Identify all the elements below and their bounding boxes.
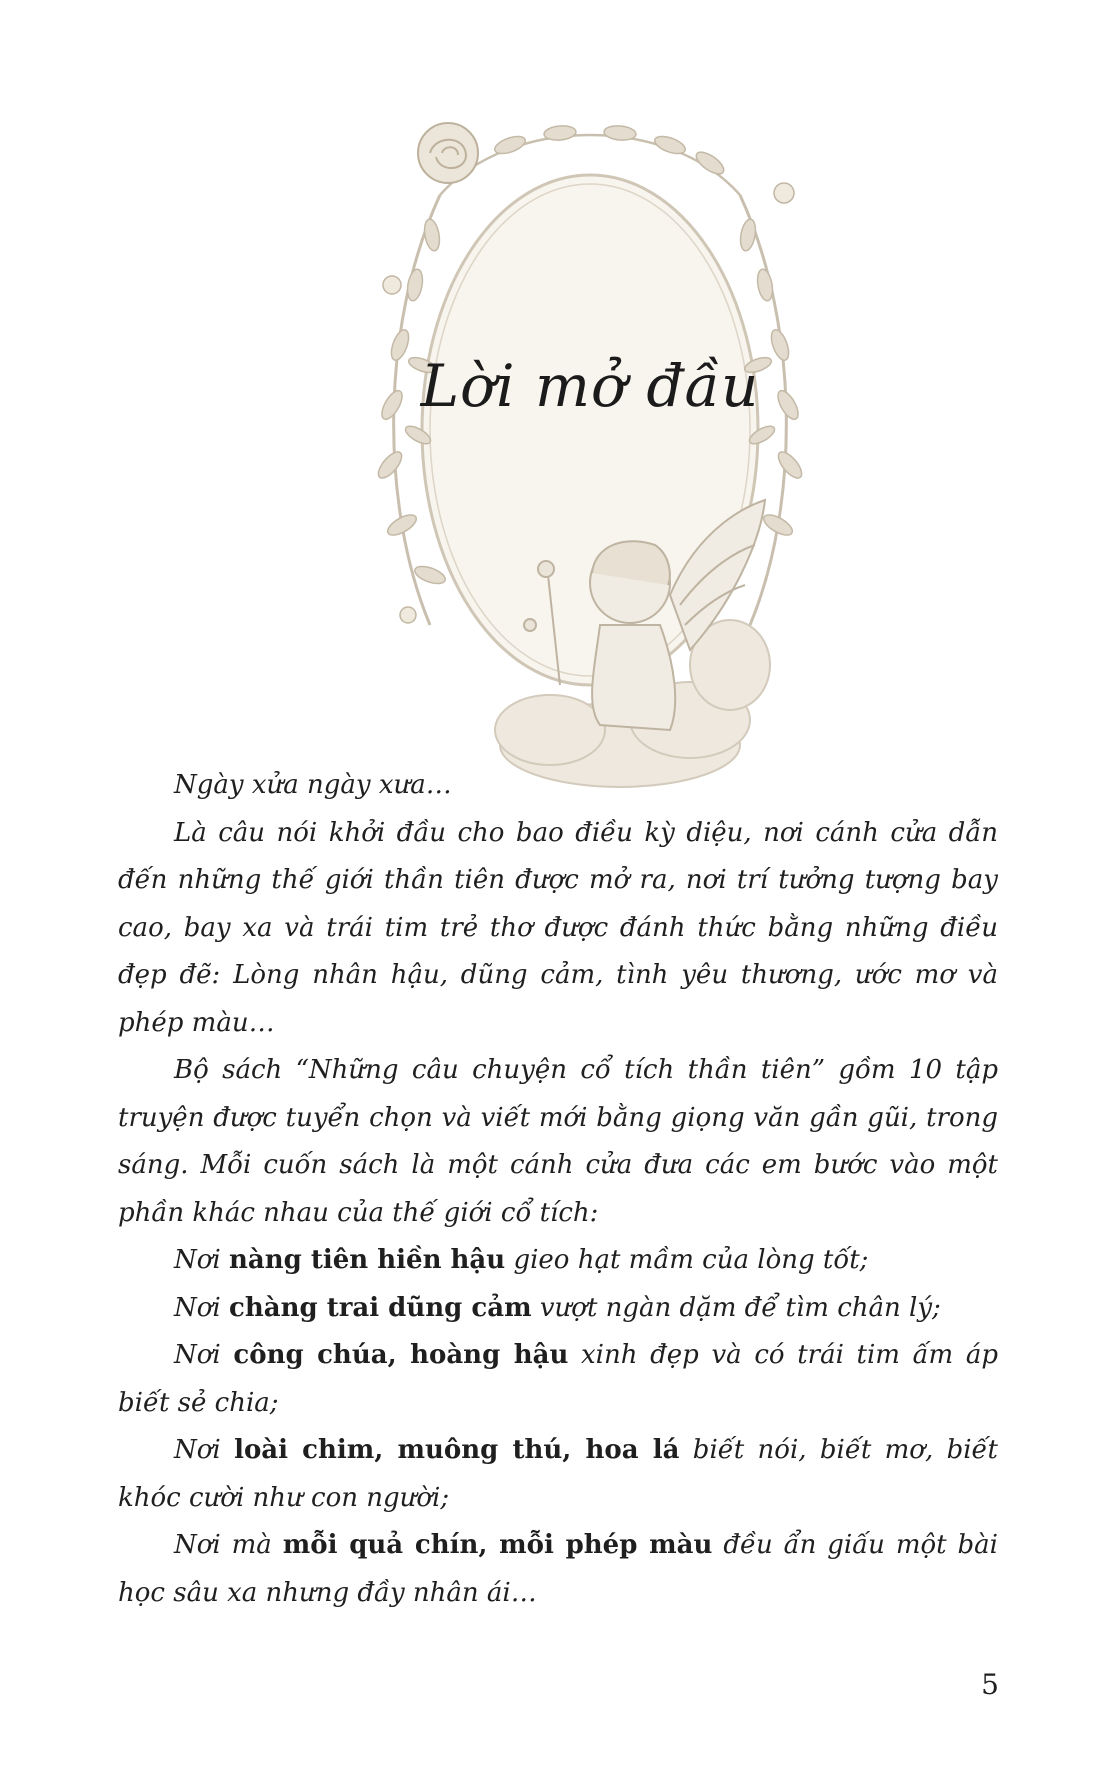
text-span: xinh đẹp và có trái tim ấm áp biết sẻ chia;	[118, 1340, 999, 1418]
text-span: Nơi mà	[174, 1530, 283, 1560]
paragraph	[118, 1522, 998, 1617]
page-title: Lời mở đầu	[420, 352, 760, 420]
text-span: biết nói, biết mơ, biết khóc cười như con người;	[118, 1435, 998, 1513]
body-text	[118, 762, 998, 1617]
bold-phrase: mỗi quả chín, mỗi phép màu	[282, 1530, 713, 1560]
paragraph	[118, 1237, 998, 1285]
text-span: Bộ sách “Những câu chuyện cổ tích thần tiên” gồm 10 tập truyện được tuyển chọn và viết mới bằng giọng văn gần gũi, trong sáng. Mỗi cuốn sách là một cánh cửa đưa các em bước vào một phần khác nhau của thế giới cổ tích:	[118, 1055, 998, 1228]
bold-phrase: nàng tiên hiền hậu	[228, 1245, 506, 1275]
text-span: Nơi	[174, 1435, 235, 1465]
text-span: đều ẩn giấu một bài học sâu xa nhưng đầy nhân ái…	[118, 1530, 998, 1608]
paragraph	[118, 1427, 998, 1522]
paragraph	[118, 762, 998, 810]
text-span: Nơi	[174, 1292, 229, 1323]
bold-phrase: công chúa, hoàng hậu	[233, 1340, 569, 1370]
text-span: Ngày xửa ngày xưa…	[174, 770, 452, 800]
paragraph	[118, 810, 998, 1048]
text-span: Nơi	[174, 1340, 234, 1370]
text-span: Là câu nói khởi đầu cho bao điều kỳ diệu, nơi cánh cửa dẫn đến những thế giới thần tiên được mở ra, nơi trí tưởng tượng bay cao, bay xa và trái tim trẻ thơ được đánh thức bằng những điều đẹp đẽ: Lòng nhân hậu, dũng cảm, tình yêu thương, ước mơ và phép màu…	[118, 817, 998, 1038]
page-number: 5	[981, 1668, 999, 1701]
paragraph	[118, 1285, 998, 1333]
floral-oval-frame-icon	[370, 105, 810, 805]
bold-phrase: loài chim, muông thú, hoa lá	[234, 1435, 680, 1465]
text-span: gieo hạt mầm của lòng tốt;	[505, 1245, 869, 1275]
bold-phrase: chàng trai dũng cảm	[228, 1292, 532, 1323]
paragraph	[118, 1332, 998, 1427]
text-span: Nơi	[174, 1245, 229, 1275]
paragraph	[118, 1047, 998, 1237]
text-span: vượt ngàn dặm để tìm chân lý;	[531, 1292, 941, 1323]
